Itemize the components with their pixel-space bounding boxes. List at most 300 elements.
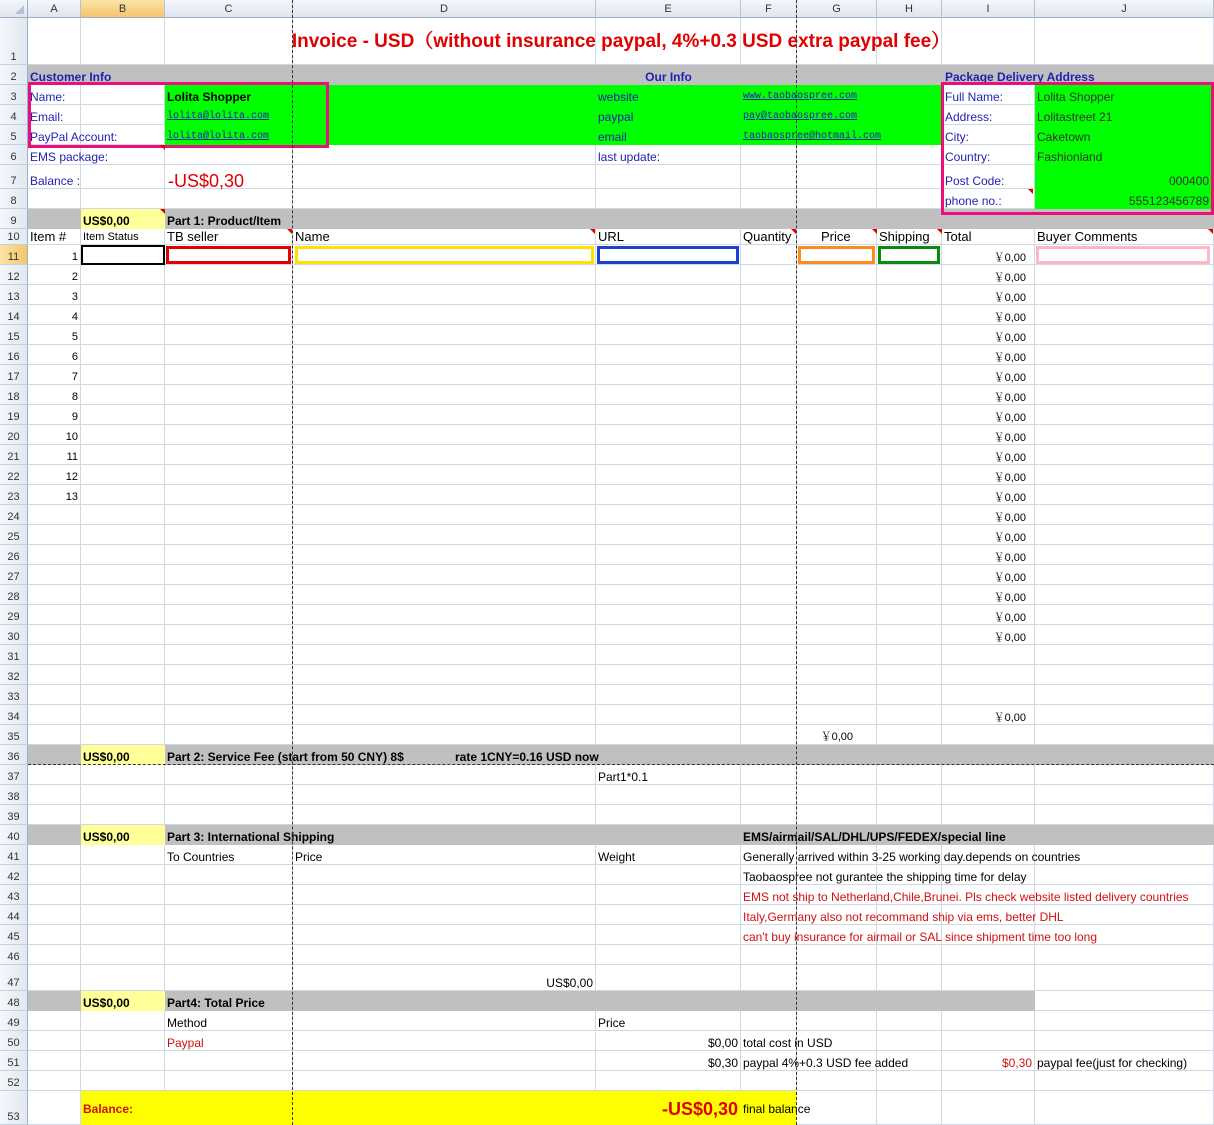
row-header-5[interactable]: 5 bbox=[0, 125, 28, 145]
cell-a35[interactable] bbox=[28, 725, 81, 745]
cell-b35[interactable] bbox=[81, 725, 165, 745]
cell-e45[interactable] bbox=[596, 925, 741, 945]
cell-h31[interactable] bbox=[877, 645, 942, 665]
cell-b47[interactable] bbox=[81, 965, 165, 991]
cell-c18[interactable] bbox=[165, 385, 293, 405]
cell-d25[interactable] bbox=[293, 525, 596, 545]
cell-g15[interactable] bbox=[797, 325, 877, 345]
cell-g30[interactable] bbox=[797, 625, 877, 645]
cell-d49[interactable] bbox=[293, 1011, 596, 1031]
cell-c45[interactable] bbox=[165, 925, 293, 945]
cell-c19[interactable] bbox=[165, 405, 293, 425]
cell-j23[interactable] bbox=[1035, 485, 1214, 505]
cell-e25[interactable] bbox=[596, 525, 741, 545]
cell-f8[interactable] bbox=[741, 189, 797, 209]
cell-a47[interactable] bbox=[28, 965, 81, 991]
cell-e35[interactable] bbox=[596, 725, 741, 745]
cell-j31[interactable] bbox=[1035, 645, 1214, 665]
cell-c51[interactable] bbox=[165, 1051, 293, 1071]
cell-g29[interactable] bbox=[797, 605, 877, 625]
row-header-12[interactable]: 12 bbox=[0, 265, 28, 285]
cell-c27[interactable] bbox=[165, 565, 293, 585]
cell-j30[interactable] bbox=[1035, 625, 1214, 645]
cell-d31[interactable] bbox=[293, 645, 596, 665]
cell-c42[interactable] bbox=[165, 865, 293, 885]
row-header-1[interactable]: 1 bbox=[0, 18, 28, 65]
cell-a53[interactable] bbox=[28, 1091, 81, 1125]
cell-d34[interactable] bbox=[293, 705, 596, 725]
cell-f33[interactable] bbox=[741, 685, 797, 705]
cell-a33[interactable] bbox=[28, 685, 81, 705]
cell-g39[interactable] bbox=[797, 805, 877, 825]
cell-i31[interactable] bbox=[942, 645, 1035, 665]
cell-d13[interactable] bbox=[293, 285, 596, 305]
cell-d10[interactable] bbox=[293, 229, 596, 245]
name-input[interactable] bbox=[295, 246, 594, 264]
cell-g20[interactable] bbox=[797, 425, 877, 445]
cell-f13[interactable] bbox=[741, 285, 797, 305]
cell-f27[interactable] bbox=[741, 565, 797, 585]
cell-b25[interactable] bbox=[81, 525, 165, 545]
cell-d33[interactable] bbox=[293, 685, 596, 705]
cell-h38[interactable] bbox=[877, 785, 942, 805]
cell-d35[interactable] bbox=[293, 725, 596, 745]
cell-g19[interactable] bbox=[797, 405, 877, 425]
cell-f29[interactable] bbox=[741, 605, 797, 625]
column-header-b[interactable]: B bbox=[81, 0, 165, 18]
row-header-19[interactable]: 19 bbox=[0, 405, 28, 425]
column-header-a[interactable]: A bbox=[28, 0, 81, 18]
cell-c8[interactable] bbox=[165, 189, 293, 209]
cell-i52[interactable] bbox=[942, 1071, 1035, 1091]
cell-e33[interactable] bbox=[596, 685, 741, 705]
cell-h29[interactable] bbox=[877, 605, 942, 625]
row-header-49[interactable]: 49 bbox=[0, 1011, 28, 1031]
cell-d51[interactable] bbox=[293, 1051, 596, 1071]
cell-f16[interactable] bbox=[741, 345, 797, 365]
cell-b24[interactable] bbox=[81, 505, 165, 525]
cell-d21[interactable] bbox=[293, 445, 596, 465]
cell-h34[interactable] bbox=[877, 705, 942, 725]
cell-e39[interactable] bbox=[596, 805, 741, 825]
cell-a39[interactable] bbox=[28, 805, 81, 825]
cell-f25[interactable] bbox=[741, 525, 797, 545]
row-header-6[interactable]: 6 bbox=[0, 145, 28, 165]
cell-d30[interactable] bbox=[293, 625, 596, 645]
cell-h50[interactable] bbox=[877, 1031, 942, 1051]
cell-c12[interactable] bbox=[165, 265, 293, 285]
cell-h32[interactable] bbox=[877, 665, 942, 685]
url-input[interactable] bbox=[597, 246, 739, 264]
cell-b39[interactable] bbox=[81, 805, 165, 825]
cell-a34[interactable] bbox=[28, 705, 81, 725]
cell-j24[interactable] bbox=[1035, 505, 1214, 525]
cell-b38[interactable] bbox=[81, 785, 165, 805]
cell-d52[interactable] bbox=[293, 1071, 596, 1091]
cell-b46[interactable] bbox=[81, 945, 165, 965]
row-header-8[interactable]: 8 bbox=[0, 189, 28, 209]
cell-j38[interactable] bbox=[1035, 785, 1214, 805]
cell-d6[interactable] bbox=[293, 145, 596, 165]
cell-a46[interactable] bbox=[28, 945, 81, 965]
column-header-h[interactable]: H bbox=[877, 0, 942, 18]
cell-d17[interactable] bbox=[293, 365, 596, 385]
cell-j46[interactable] bbox=[1035, 945, 1214, 965]
cell-d15[interactable] bbox=[293, 325, 596, 345]
cell-d45[interactable] bbox=[293, 925, 596, 945]
cell-d43[interactable] bbox=[293, 885, 596, 905]
cell-f37[interactable] bbox=[741, 765, 797, 785]
cell-c20[interactable] bbox=[165, 425, 293, 445]
cell-c21[interactable] bbox=[165, 445, 293, 465]
row-header-50[interactable]: 50 bbox=[0, 1031, 28, 1051]
cell-e43[interactable] bbox=[596, 885, 741, 905]
row-header-28[interactable]: 28 bbox=[0, 585, 28, 605]
cell-d7[interactable] bbox=[293, 165, 596, 189]
cell-g34[interactable] bbox=[797, 705, 877, 725]
cell-d12[interactable] bbox=[293, 265, 596, 285]
cell-e34[interactable] bbox=[596, 705, 741, 725]
cell-e13[interactable] bbox=[596, 285, 741, 305]
row-header-31[interactable]: 31 bbox=[0, 645, 28, 665]
cell-b14[interactable] bbox=[81, 305, 165, 325]
cell-g23[interactable] bbox=[797, 485, 877, 505]
cell-d44[interactable] bbox=[293, 905, 596, 925]
cell-c24[interactable] bbox=[165, 505, 293, 525]
column-header-d[interactable]: D bbox=[293, 0, 596, 18]
cell-c52[interactable] bbox=[165, 1071, 293, 1091]
cell-g7[interactable] bbox=[797, 165, 877, 189]
row-header-14[interactable]: 14 bbox=[0, 305, 28, 325]
cell-h22[interactable] bbox=[877, 465, 942, 485]
row-header-25[interactable]: 25 bbox=[0, 525, 28, 545]
cell-e17[interactable] bbox=[596, 365, 741, 385]
cell-c16[interactable] bbox=[165, 345, 293, 365]
row-header-15[interactable]: 15 bbox=[0, 325, 28, 345]
cell-a25[interactable] bbox=[28, 525, 81, 545]
cell-c35[interactable] bbox=[165, 725, 293, 745]
cell-e20[interactable] bbox=[596, 425, 741, 445]
cell-f15[interactable] bbox=[741, 325, 797, 345]
our-paypal-link[interactable]: pay@taobaospree.com bbox=[743, 111, 858, 122]
row-header-35[interactable]: 35 bbox=[0, 725, 28, 745]
cell-j29[interactable] bbox=[1035, 605, 1214, 625]
cell-c44[interactable] bbox=[165, 905, 293, 925]
cell-b31[interactable] bbox=[81, 645, 165, 665]
cell-e21[interactable] bbox=[596, 445, 741, 465]
cell-i50[interactable] bbox=[942, 1031, 1035, 1051]
cell-h26[interactable] bbox=[877, 545, 942, 565]
cell-c37[interactable] bbox=[165, 765, 293, 785]
cell-e14[interactable] bbox=[596, 305, 741, 325]
cell-i46[interactable] bbox=[942, 945, 1035, 965]
cell-j39[interactable] bbox=[1035, 805, 1214, 825]
cell-d22[interactable] bbox=[293, 465, 596, 485]
cell-a45[interactable] bbox=[28, 925, 81, 945]
cell-c29[interactable] bbox=[165, 605, 293, 625]
cell-d50[interactable] bbox=[293, 1031, 596, 1051]
row-header-16[interactable]: 16 bbox=[0, 345, 28, 365]
seller-input[interactable] bbox=[166, 246, 291, 264]
cell-b18[interactable] bbox=[81, 385, 165, 405]
cell-g16[interactable] bbox=[797, 345, 877, 365]
cell-b20[interactable] bbox=[81, 425, 165, 445]
cell-b29[interactable] bbox=[81, 605, 165, 625]
active-cell-b11[interactable] bbox=[81, 245, 165, 265]
cell-g38[interactable] bbox=[797, 785, 877, 805]
row-header-36[interactable]: 36 bbox=[0, 745, 28, 765]
cell-e42[interactable] bbox=[596, 865, 741, 885]
cell-d46[interactable] bbox=[293, 945, 596, 965]
row-header-34[interactable]: 34 bbox=[0, 705, 28, 725]
cell-j19[interactable] bbox=[1035, 405, 1214, 425]
cell-a41[interactable] bbox=[28, 845, 81, 865]
cell-d18[interactable] bbox=[293, 385, 596, 405]
cell-j21[interactable] bbox=[1035, 445, 1214, 465]
cell-b49[interactable] bbox=[81, 1011, 165, 1031]
cell-i37[interactable] bbox=[942, 765, 1035, 785]
cell-f22[interactable] bbox=[741, 465, 797, 485]
cell-f49[interactable] bbox=[741, 1011, 797, 1031]
cell-h49[interactable] bbox=[877, 1011, 942, 1031]
cell-j20[interactable] bbox=[1035, 425, 1214, 445]
row-header-40[interactable]: 40 bbox=[0, 825, 28, 845]
cell-e22[interactable] bbox=[596, 465, 741, 485]
cell-j48[interactable] bbox=[1035, 991, 1214, 1011]
cell-h17[interactable] bbox=[877, 365, 942, 385]
cell-b27[interactable] bbox=[81, 565, 165, 585]
cell-a50[interactable] bbox=[28, 1031, 81, 1051]
cell-g17[interactable] bbox=[797, 365, 877, 385]
row-header-44[interactable]: 44 bbox=[0, 905, 28, 925]
row-header-24[interactable]: 24 bbox=[0, 505, 28, 525]
cell-g12[interactable] bbox=[797, 265, 877, 285]
cell-j33[interactable] bbox=[1035, 685, 1214, 705]
cell-i47[interactable] bbox=[942, 965, 1035, 991]
cell-a26[interactable] bbox=[28, 545, 81, 565]
row-header-48[interactable]: 48 bbox=[0, 991, 28, 1011]
row-header-51[interactable]: 51 bbox=[0, 1051, 28, 1071]
cell-c15[interactable] bbox=[165, 325, 293, 345]
cell-h47[interactable] bbox=[877, 965, 942, 991]
cell-j26[interactable] bbox=[1035, 545, 1214, 565]
cell-b44[interactable] bbox=[81, 905, 165, 925]
cell-d37[interactable] bbox=[293, 765, 596, 785]
cell-b13[interactable] bbox=[81, 285, 165, 305]
cell-f17[interactable] bbox=[741, 365, 797, 385]
cell-g6[interactable] bbox=[797, 145, 877, 165]
cell-j13[interactable] bbox=[1035, 285, 1214, 305]
cell-h19[interactable] bbox=[877, 405, 942, 425]
cell-b42[interactable] bbox=[81, 865, 165, 885]
cell-b23[interactable] bbox=[81, 485, 165, 505]
cell-j50[interactable] bbox=[1035, 1031, 1214, 1051]
cell-e46[interactable] bbox=[596, 945, 741, 965]
cell-j22[interactable] bbox=[1035, 465, 1214, 485]
cell-g13[interactable] bbox=[797, 285, 877, 305]
row-header-42[interactable]: 42 bbox=[0, 865, 28, 885]
cell-e52[interactable] bbox=[596, 1071, 741, 1091]
cell-b16[interactable] bbox=[81, 345, 165, 365]
column-header-f[interactable]: F bbox=[741, 0, 797, 18]
cell-d39[interactable] bbox=[293, 805, 596, 825]
cell-j15[interactable] bbox=[1035, 325, 1214, 345]
cell-h30[interactable] bbox=[877, 625, 942, 645]
cell-c22[interactable] bbox=[165, 465, 293, 485]
row-header-11[interactable]: 11 bbox=[0, 245, 28, 265]
cell-b43[interactable] bbox=[81, 885, 165, 905]
cell-d28[interactable] bbox=[293, 585, 596, 605]
cell-e23[interactable] bbox=[596, 485, 741, 505]
row-header-22[interactable]: 22 bbox=[0, 465, 28, 485]
cell-j37[interactable] bbox=[1035, 765, 1214, 785]
row-header-21[interactable]: 21 bbox=[0, 445, 28, 465]
comments-input[interactable] bbox=[1036, 246, 1210, 264]
cell-d8[interactable] bbox=[293, 189, 596, 209]
cell-c47[interactable] bbox=[165, 965, 293, 991]
cell-d32[interactable] bbox=[293, 665, 596, 685]
cell-a42[interactable] bbox=[28, 865, 81, 885]
column-header-j[interactable]: J bbox=[1035, 0, 1214, 18]
cell-g32[interactable] bbox=[797, 665, 877, 685]
cell-h23[interactable] bbox=[877, 485, 942, 505]
cell-c14[interactable] bbox=[165, 305, 293, 325]
cell-i38[interactable] bbox=[942, 785, 1035, 805]
cell-h28[interactable] bbox=[877, 585, 942, 605]
row-header-53[interactable]: 53 bbox=[0, 1091, 28, 1125]
cell-g21[interactable] bbox=[797, 445, 877, 465]
cell-b12[interactable] bbox=[81, 265, 165, 285]
cell-b17[interactable] bbox=[81, 365, 165, 385]
cell-h13[interactable] bbox=[877, 285, 942, 305]
cell-d16[interactable] bbox=[293, 345, 596, 365]
cell-a37[interactable] bbox=[28, 765, 81, 785]
cell-a30[interactable] bbox=[28, 625, 81, 645]
row-header-27[interactable]: 27 bbox=[0, 565, 28, 585]
cell-f47[interactable] bbox=[741, 965, 797, 991]
cell-h52[interactable] bbox=[877, 1071, 942, 1091]
cell-e18[interactable] bbox=[596, 385, 741, 405]
column-header-g[interactable]: G bbox=[797, 0, 877, 18]
cell-d29[interactable] bbox=[293, 605, 596, 625]
row-header-2[interactable]: 2 bbox=[0, 65, 28, 85]
cell-h21[interactable] bbox=[877, 445, 942, 465]
column-header-i[interactable]: I bbox=[942, 0, 1035, 18]
cell-d26[interactable] bbox=[293, 545, 596, 565]
cell-a38[interactable] bbox=[28, 785, 81, 805]
row-header-23[interactable]: 23 bbox=[0, 485, 28, 505]
cell-f12[interactable] bbox=[741, 265, 797, 285]
cell-a24[interactable] bbox=[28, 505, 81, 525]
cell-e26[interactable] bbox=[596, 545, 741, 565]
cell-a29[interactable] bbox=[28, 605, 81, 625]
cell-e32[interactable] bbox=[596, 665, 741, 685]
cell-g25[interactable] bbox=[797, 525, 877, 545]
cell-h12[interactable] bbox=[877, 265, 942, 285]
cell-i33[interactable] bbox=[942, 685, 1035, 705]
cell-j16[interactable] bbox=[1035, 345, 1214, 365]
cell-b51[interactable] bbox=[81, 1051, 165, 1071]
row-header-39[interactable]: 39 bbox=[0, 805, 28, 825]
cell-b50[interactable] bbox=[81, 1031, 165, 1051]
row-header-47[interactable]: 47 bbox=[0, 965, 28, 991]
cell-a49[interactable] bbox=[28, 1011, 81, 1031]
cell-j14[interactable] bbox=[1035, 305, 1214, 325]
shipping-input[interactable] bbox=[878, 246, 940, 264]
cell-c23[interactable] bbox=[165, 485, 293, 505]
row-header-37[interactable]: 37 bbox=[0, 765, 28, 785]
cell-c43[interactable] bbox=[165, 885, 293, 905]
cell-e19[interactable] bbox=[596, 405, 741, 425]
cell-f14[interactable] bbox=[741, 305, 797, 325]
cell-h53[interactable] bbox=[877, 1091, 942, 1125]
cell-h27[interactable] bbox=[877, 565, 942, 585]
cell-g28[interactable] bbox=[797, 585, 877, 605]
cell-g27[interactable] bbox=[797, 565, 877, 585]
row-header-45[interactable]: 45 bbox=[0, 925, 28, 945]
cell-d42[interactable] bbox=[293, 865, 596, 885]
cell-f52[interactable] bbox=[741, 1071, 797, 1091]
column-header-e[interactable]: E bbox=[596, 0, 741, 18]
cell-f19[interactable] bbox=[741, 405, 797, 425]
cell-b26[interactable] bbox=[81, 545, 165, 565]
cell-c38[interactable] bbox=[165, 785, 293, 805]
cell-f46[interactable] bbox=[741, 945, 797, 965]
row-header-26[interactable]: 26 bbox=[0, 545, 28, 565]
cell-j34[interactable] bbox=[1035, 705, 1214, 725]
cell-g49[interactable] bbox=[797, 1011, 877, 1031]
cell-g14[interactable] bbox=[797, 305, 877, 325]
cell-d24[interactable] bbox=[293, 505, 596, 525]
cell-c6[interactable] bbox=[165, 145, 293, 165]
cell-b52[interactable] bbox=[81, 1071, 165, 1091]
cell-c28[interactable] bbox=[165, 585, 293, 605]
cell-a52[interactable] bbox=[28, 1071, 81, 1091]
select-all-corner[interactable] bbox=[0, 0, 28, 18]
cell-h33[interactable] bbox=[877, 685, 942, 705]
cell-g26[interactable] bbox=[797, 545, 877, 565]
cell-j25[interactable] bbox=[1035, 525, 1214, 545]
cell-b30[interactable] bbox=[81, 625, 165, 645]
cell-c13[interactable] bbox=[165, 285, 293, 305]
column-header-c[interactable]: C bbox=[165, 0, 293, 18]
cell-d14[interactable] bbox=[293, 305, 596, 325]
cell-a43[interactable] bbox=[28, 885, 81, 905]
cell-e15[interactable] bbox=[596, 325, 741, 345]
cell-f18[interactable] bbox=[741, 385, 797, 405]
cell-b34[interactable] bbox=[81, 705, 165, 725]
cell-a31[interactable] bbox=[28, 645, 81, 665]
cell-c46[interactable] bbox=[165, 945, 293, 965]
cell-f32[interactable] bbox=[741, 665, 797, 685]
cell-e16[interactable] bbox=[596, 345, 741, 365]
cell-j42[interactable] bbox=[1035, 865, 1214, 885]
cell-b19[interactable] bbox=[81, 405, 165, 425]
cell-h39[interactable] bbox=[877, 805, 942, 825]
cell-f24[interactable] bbox=[741, 505, 797, 525]
cell-g33[interactable] bbox=[797, 685, 877, 705]
cell-a27[interactable] bbox=[28, 565, 81, 585]
cell-a28[interactable] bbox=[28, 585, 81, 605]
row-header-9[interactable]: 9 bbox=[0, 209, 28, 229]
cell-d38[interactable] bbox=[293, 785, 596, 805]
cell-i35[interactable] bbox=[942, 725, 1035, 745]
cell-b32[interactable] bbox=[81, 665, 165, 685]
row-header-18[interactable]: 18 bbox=[0, 385, 28, 405]
cell-i53[interactable] bbox=[942, 1091, 1035, 1125]
cell-j52[interactable] bbox=[1035, 1071, 1214, 1091]
cell-g22[interactable] bbox=[797, 465, 877, 485]
